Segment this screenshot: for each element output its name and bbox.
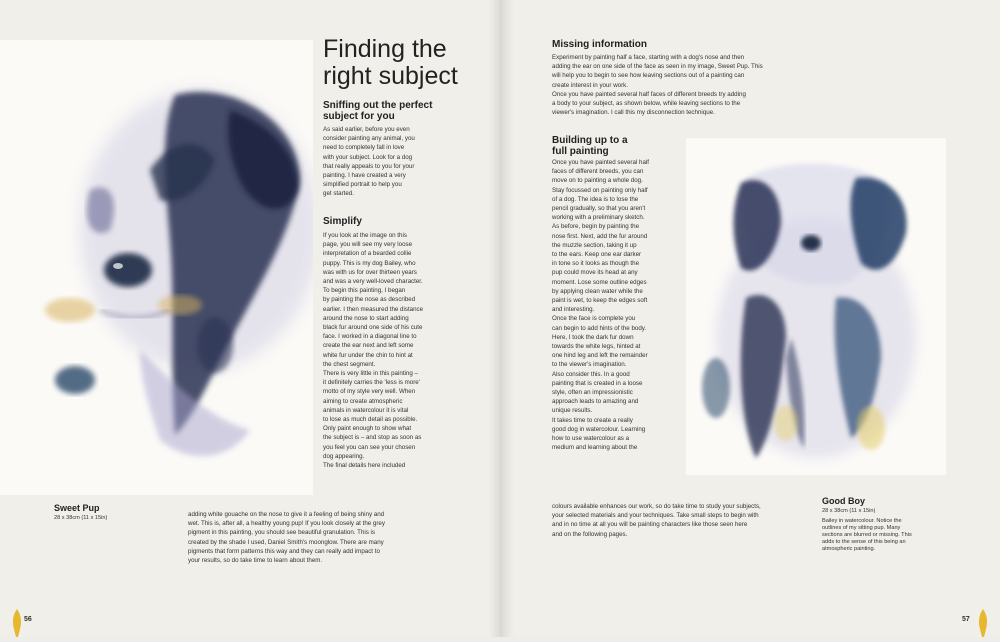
caption-sweet-pup-size: 28 x 38cm (11 x 15in) xyxy=(54,515,108,521)
text-line: Once you have painted several half faces of different breeds try adding xyxy=(552,90,746,98)
text-line: nose first. Next, add the fur around xyxy=(552,232,648,240)
caption-line: sections are blurred or missing. This xyxy=(822,532,912,538)
building-up-paragraph xyxy=(552,158,682,453)
text-line: puppy. This is my dog Bailey, who xyxy=(323,259,416,267)
text-line: pup could move its head at any xyxy=(552,269,638,277)
sweet-pup-painting xyxy=(0,40,313,495)
text-line: Here, I took the dark fur down xyxy=(552,333,634,341)
caption-good-boy-size: 28 x 38cm (11 x 15in) xyxy=(822,508,876,514)
text-line: Once you have painted several half xyxy=(552,159,649,166)
book-gutter xyxy=(488,0,514,637)
text-line: your results, so do take time to learn about them. xyxy=(188,557,323,565)
text-line: viewer's imagination. I call this my disconnection technique. xyxy=(552,109,715,117)
text-line: The final details here included xyxy=(323,462,406,470)
simplify-paragraph-wide xyxy=(188,510,488,565)
text-line: moment. Lose some outline edges xyxy=(552,278,647,286)
text-line: to the viewer's imagination. xyxy=(552,361,627,369)
building-up-paragraph-wide xyxy=(552,502,817,539)
text-line: to the ears. Keep one ear darker xyxy=(552,251,642,259)
text-line: the muzzle section, taking it up xyxy=(552,241,637,249)
text-line: As before, begin by painting the xyxy=(552,223,640,231)
heading-sniffing xyxy=(323,100,432,122)
text-line: adding the ear on one side of the face as seen in my image, Sweet Pup. This xyxy=(552,63,763,71)
text-line: paint is wet, to keep the edges soft xyxy=(552,297,648,305)
caption-line: Bailey in watercolour. Notice the xyxy=(822,518,902,524)
text-line: pigment in this painting, you should see beautiful granulation. This is xyxy=(188,529,376,537)
missing-information-paragraph xyxy=(552,53,822,117)
text-line: it definitely carries the 'less is more' xyxy=(323,379,420,387)
text-line: As said earlier, before you even xyxy=(323,126,410,133)
simplify-paragraph xyxy=(323,231,488,470)
text-line: the chest segment. xyxy=(323,360,376,368)
text-line: aiming to create atmospheric xyxy=(323,397,403,405)
text-line: painting that is created in a loose xyxy=(552,379,643,387)
text-line: and in no time at all you will be painting characters like those seen here xyxy=(552,521,748,529)
brush-icon xyxy=(10,609,24,637)
text-line: your selected materials and your techniques. Take small steps to begin with xyxy=(552,512,759,520)
caption-sweet-pup-title: Sweet Pup xyxy=(54,503,100,513)
text-line: get started. xyxy=(323,190,354,198)
text-line: of a dog. The idea is to lose the xyxy=(552,195,639,203)
caption-line: adds to the sense of this being an xyxy=(822,539,906,545)
title-line-1: Finding the xyxy=(323,35,447,63)
title-line-2: right subject xyxy=(323,62,458,90)
page-number-left: 56 xyxy=(24,616,32,623)
text-line: created by the shade I used, Daniel Smith's moonglow. There are many xyxy=(188,538,384,546)
text-line: was with us for over thirteen years xyxy=(323,268,417,276)
text-line: you feel you can see your chosen xyxy=(323,443,416,451)
text-line: medium and learning about the xyxy=(552,444,638,452)
text-line: black fur around one side of his cute xyxy=(323,324,423,332)
brush-icon xyxy=(976,609,990,637)
heading-line: full painting xyxy=(552,146,609,157)
text-line: by painting the nose as described xyxy=(323,296,416,304)
caption-line: atmospheric painting. xyxy=(822,546,876,552)
text-line: consider painting any animal, you xyxy=(323,135,415,143)
text-line: wet. This is, after all, a healthy young pup! If you look closely at the grey xyxy=(188,520,385,528)
heading-line: subject for you xyxy=(323,111,395,122)
text-line: To begin this painting, I began xyxy=(323,287,406,295)
heading-building-up xyxy=(552,135,628,157)
text-line: Once the face is complete you xyxy=(552,315,636,323)
text-line: the subject is – and stop as soon as xyxy=(323,434,422,442)
text-line: can begin to add hints of the body. xyxy=(552,324,647,332)
text-line: colours available enhances our work, so do take time to study your subjects, xyxy=(552,503,761,510)
heading-missing-information: Missing information xyxy=(552,39,647,50)
text-line: Also consider this. In a good xyxy=(552,370,630,378)
text-line: and was a very well-loved character. xyxy=(323,278,423,286)
heading-simplify: Simplify xyxy=(323,216,362,227)
text-line: create the ear next and left some xyxy=(323,342,414,350)
text-line: pencil gradually, so that you aren't xyxy=(552,205,646,213)
caption-line: outlines of my sitting pup. Many xyxy=(822,525,901,531)
text-line: approach leads to amazing and xyxy=(552,398,639,406)
text-line: need to completely fall in love xyxy=(323,144,405,152)
text-line: faces of different breeds, you can xyxy=(552,168,644,176)
text-line: move on to painting a whole dog. xyxy=(552,177,643,185)
text-line: earlier. I then measured the distance xyxy=(323,305,424,313)
text-line: If you look at the image on this xyxy=(323,232,407,239)
text-line: pigments that form patterns this way and they can really add impact to xyxy=(188,547,380,555)
text-line: adding white gouache on the nose to give it a feeling of being shiny and xyxy=(188,511,385,518)
sniffing-paragraph xyxy=(323,125,488,199)
caption-good-boy-title: Good Boy xyxy=(822,496,865,506)
page-title xyxy=(323,36,458,90)
text-line: simplified portrait to help you xyxy=(323,181,402,189)
text-line: that really appeals to you for your xyxy=(323,162,415,170)
text-line: around the nose to start adding xyxy=(323,314,409,322)
text-line: white fur under the chin to hint at xyxy=(323,351,413,359)
heading-line: Building up to a xyxy=(552,135,628,146)
text-line: interpretation of a bearded collie xyxy=(323,250,412,258)
text-line: towards the white legs, hinted at xyxy=(552,343,641,351)
text-line: motto of my style very well. When xyxy=(323,388,416,396)
page-number-right: 57 xyxy=(962,616,970,623)
text-line: face. I worked in a diagonal line to xyxy=(323,333,417,341)
text-line: one hind leg and left the remainder xyxy=(552,352,648,360)
text-line: unique results. xyxy=(552,407,593,415)
text-line: Stay focussed on painting only half xyxy=(552,186,648,194)
text-line: and on the following pages. xyxy=(552,530,628,538)
text-line: to lose as much detail as possible. xyxy=(323,416,418,424)
text-line: by applying clean water while the xyxy=(552,287,643,295)
good-boy-painting xyxy=(686,138,946,475)
text-line: create interest in your work. xyxy=(552,81,628,89)
text-line: page, you will see my very loose xyxy=(323,241,413,249)
text-line: and interesting. xyxy=(552,306,595,314)
text-line: with your subject. Look for a dog xyxy=(323,153,413,161)
text-line: It takes time to create a really xyxy=(552,416,633,424)
text-line: animals in watercolour it is vital xyxy=(323,406,409,414)
text-line: style, often an impressionistic xyxy=(552,389,633,397)
caption-good-boy-description xyxy=(822,518,942,553)
text-line: painting. I have created a very xyxy=(323,172,406,180)
text-line: a body to your subject, as shown below, while leaving sections to the xyxy=(552,100,741,108)
text-line: in tone so it looks as though the xyxy=(552,260,640,268)
text-line: working with a preliminary sketch. xyxy=(552,214,645,222)
text-line: Only paint enough to show what xyxy=(323,425,412,433)
text-line: good dog in watercolour. Learning xyxy=(552,425,646,433)
text-line: dog appearing. xyxy=(323,452,365,460)
text-line: There is very little in this painting – xyxy=(323,370,418,378)
text-line: Experiment by painting half a face, starting with a dog's nose and then xyxy=(552,54,745,61)
text-line: how to use watercolour as a xyxy=(552,435,630,443)
heading-line: Sniffing out the perfect xyxy=(323,100,433,111)
text-line: will help you to begin to see how leaving sections out of a painting can xyxy=(552,72,745,80)
